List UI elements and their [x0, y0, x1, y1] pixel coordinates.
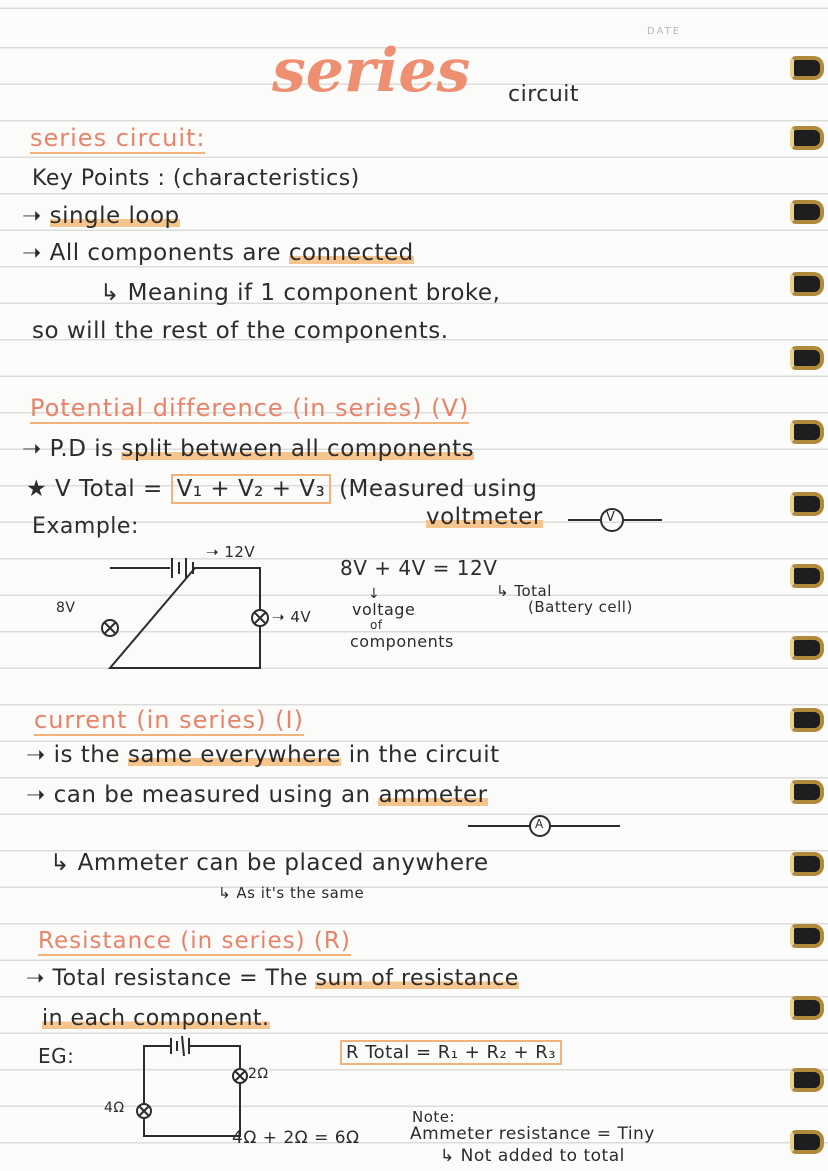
ammeter-placed-line: ↳ Ammeter can be placed anywhere — [50, 850, 489, 876]
pd-split-line: ➝ P.D is split between all components — [22, 436, 475, 462]
as-its-same-text: As it's the same — [236, 884, 365, 902]
single-loop-text: single loop — [49, 203, 180, 229]
r-sum-equation: 4Ω + 2Ω = 6Ω — [232, 1128, 360, 1148]
total-resistance-line: ➝ Total resistance = The sum of resistance — [26, 966, 519, 991]
battery-note: (Battery cell) — [528, 598, 633, 616]
pd-text: P.D is — [49, 436, 122, 462]
cell-voltage-text: 12V — [224, 543, 256, 561]
eg-label: EG: — [38, 1044, 75, 1068]
ammeter-symbol-letter: A — [535, 817, 544, 831]
ammeter-symbol — [468, 814, 628, 840]
star-icon: ★ — [26, 476, 48, 502]
as-its-same-line: ↳ As it's the same — [218, 884, 365, 902]
voltage-note-3: components — [350, 632, 454, 651]
r-left-label: 4Ω — [104, 1100, 125, 1116]
ammeter-placed-text: Ammeter can be placed anywhere — [77, 850, 489, 876]
v-total-formula: V₁ + V₂ + V₃ — [171, 474, 332, 504]
example-label: Example: — [32, 514, 139, 539]
voltage-note-2: of — [370, 618, 383, 632]
is-the-text: is the — [53, 742, 128, 768]
date-label: DATE — [647, 26, 682, 37]
voltmeter-symbol-letter: V — [606, 510, 616, 525]
current-measure-line: ➝ can be measured using an ammeter — [26, 782, 488, 808]
sum-of-resistance-text: sum of resistance — [315, 966, 519, 991]
meaning-line: ↳ Meaning if 1 component broke, — [100, 280, 501, 306]
v-total-line — [26, 476, 537, 502]
note-title: Note: — [412, 1108, 456, 1126]
resistance-heading: Resistance (in series) (R) — [38, 928, 351, 954]
page-subtitle: circuit — [508, 82, 580, 107]
voltage-note-1: voltage — [352, 600, 416, 619]
meaning-text: Meaning if 1 component broke, — [127, 280, 501, 306]
note-line-2: ↳ Not added to total — [440, 1146, 625, 1166]
all-components-text: All components are — [49, 240, 289, 266]
total-note-text: Total — [514, 582, 552, 600]
bullet-single-loop: ➝ single loop — [22, 203, 180, 229]
total-resistance-text: Total resistance = The — [52, 966, 316, 991]
in-each-component-text: in each component. — [42, 1006, 270, 1031]
voltmeter-text: voltmeter — [426, 504, 543, 530]
pd-heading: Potential difference (in series) (V) — [30, 394, 470, 422]
total-note: ↳ Total — [496, 582, 552, 600]
bullet-all-connected: ➝ All components are connected — [22, 240, 414, 266]
r-right-label: 2Ω — [248, 1066, 269, 1082]
bulb-left-voltage: 8V — [56, 600, 76, 616]
voltmeter-symbol — [568, 506, 668, 536]
bulb-right-voltage-text: 4V — [290, 608, 312, 626]
key-points-label: Key Points : (characteristics) — [32, 166, 360, 191]
bulb-right-voltage-label: ➝ 4V — [272, 608, 312, 626]
v-total-text: V Total = — [54, 476, 171, 502]
current-heading: current (in series) (I) — [34, 706, 304, 734]
series-heading: series circuit: — [30, 124, 206, 152]
ammeter-text: ammeter — [378, 782, 488, 808]
measured-using-text: (Measured using — [339, 476, 538, 502]
cell-voltage-label: ➝ 12V — [206, 543, 256, 561]
can-be-measured-text: can be measured using an — [53, 782, 379, 808]
connected-text: connected — [288, 240, 414, 266]
split-between-text: split between all components — [121, 436, 475, 462]
same-everywhere-text: same everywhere — [127, 742, 341, 768]
pd-circuit-diagram — [100, 558, 270, 678]
note-line-2-text: Not added to total — [460, 1146, 625, 1166]
so-will-line: so will the rest of the components. — [32, 318, 449, 344]
current-same-line: ➝ is the same everywhere in the circuit — [26, 742, 500, 768]
note-line-1: Ammeter resistance = Tiny — [410, 1124, 655, 1144]
r-total-formula: R Total = R₁ + R₂ + R₃ — [340, 1040, 562, 1065]
down-arrow-icon: ↓ — [368, 586, 381, 602]
page-title: series — [272, 36, 471, 106]
in-the-circuit-text: in the circuit — [340, 742, 500, 768]
pd-sum-equation: 8V + 4V = 12V — [340, 556, 498, 580]
